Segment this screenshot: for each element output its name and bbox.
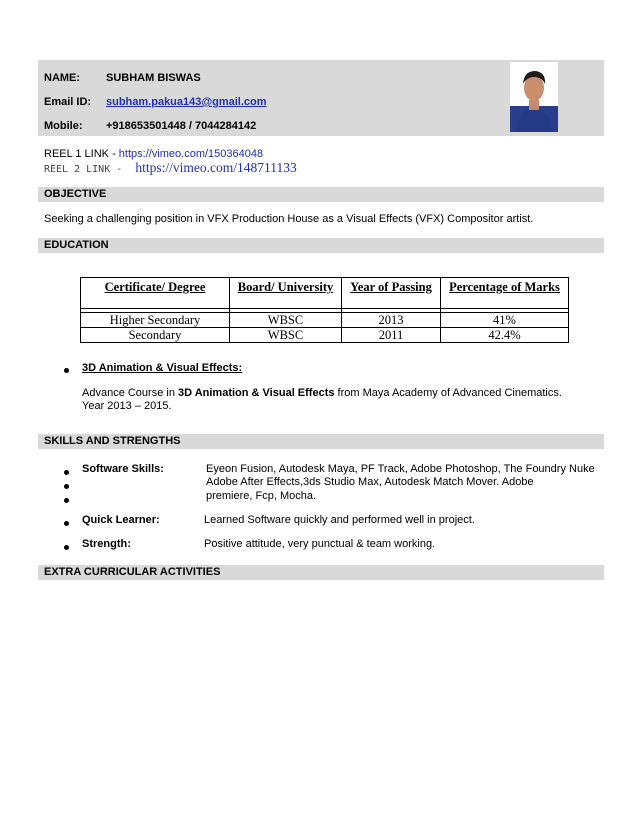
col-header-year: Year of Passing [342, 278, 441, 309]
name-row [44, 72, 201, 84]
course-line1-pre: Advance Course in [82, 387, 178, 399]
bullet-dot-icon [64, 368, 69, 373]
education-table [80, 277, 569, 343]
col-header-board: Board/ University [230, 278, 342, 309]
table-row [81, 313, 569, 328]
skill-bullet-4 [64, 517, 69, 529]
skill-bullet-2 [64, 480, 69, 492]
skill-bullet-1 [64, 466, 69, 478]
col-header-percentage: Percentage of Marks [441, 278, 569, 309]
name-label: NAME: [44, 72, 81, 84]
section-objective-title: OBJECTIVE [44, 188, 107, 200]
course-line1-post: from Maya Academy of Advanced Cinematics. [334, 387, 562, 399]
bullet-dot-icon [64, 521, 69, 526]
software-line1: Eyeon Fusion, Autodesk Maya, PF Track, Adobe Photoshop, The Foundry Nuke [206, 463, 595, 475]
reel1-link[interactable]: https://vimeo.com/150364048 [118, 148, 264, 160]
mobile-value: +918653501448 / 7044284142 [106, 120, 257, 132]
col-header-degree: Certificate/ Degree [81, 278, 230, 309]
section-skills [38, 434, 604, 449]
reel2-label: REEL 2 LINK - [44, 164, 123, 175]
course-line2: Year 2013 – 2015. [82, 400, 172, 412]
skill-bullet-3 [64, 494, 69, 506]
strength-label: Strength: [82, 538, 131, 550]
reel1-line [44, 148, 263, 160]
software-label: Software Skills: [82, 463, 164, 475]
cell-percentage: 42.4% [441, 328, 569, 343]
software-line2: Adobe After Effects,3ds Studio Max, Autodesk Match Mover. Adobe [206, 476, 534, 488]
profile-photo [510, 62, 558, 132]
cell-percentage: 41% [441, 313, 569, 328]
name-value: SUBHAM BISWAS [106, 72, 201, 84]
section-extra [38, 565, 604, 580]
course-line1 [82, 387, 562, 399]
strength-text: Positive attitude, very punctual & team working. [204, 538, 436, 550]
table-row [81, 328, 569, 343]
section-education-title: EDUCATION [44, 239, 109, 251]
cell-year: 2011 [342, 328, 441, 343]
course-bullet [64, 364, 69, 376]
email-link[interactable]: subham.pakua143@gmail.com [106, 96, 267, 108]
mobile-row [44, 120, 256, 132]
reel2-link[interactable]: https://vimeo.com/148711133 [135, 160, 297, 175]
cell-board: WBSC [230, 313, 342, 328]
bullet-dot-icon [64, 498, 69, 503]
mobile-label: Mobile: [44, 120, 83, 132]
bullet-dot-icon [64, 470, 69, 475]
cell-degree: Higher Secondary [81, 313, 230, 328]
reel2-line [44, 160, 297, 176]
cell-degree: Secondary [81, 328, 230, 343]
bullet-dot-icon [64, 545, 69, 550]
skill-bullet-5 [64, 541, 69, 553]
course-line1-bold: 3D Animation & Visual Effects [178, 387, 335, 399]
section-skills-title: SKILLS AND STRENGTHS [44, 435, 181, 447]
cell-year: 2013 [342, 313, 441, 328]
objective-text: Seeking a challenging position in VFX Production House as a Visual Effects (VFX) Compositor artist. [44, 213, 534, 225]
section-objective [38, 187, 604, 202]
learner-text: Learned Software quickly and performed well in project. [204, 514, 475, 526]
software-line3: premiere, Fcp, Mocha. [206, 490, 317, 502]
cell-board: WBSC [230, 328, 342, 343]
reel1-label: REEL 1 LINK - [44, 148, 119, 160]
section-education [38, 238, 604, 253]
section-extra-title: EXTRA CURRICULAR ACTIVITIES [44, 566, 221, 578]
email-row [44, 96, 267, 108]
learner-label: Quick Learner: [82, 514, 160, 526]
bullet-dot-icon [64, 484, 69, 489]
email-label: Email ID: [44, 96, 92, 108]
course-title: 3D Animation & Visual Effects: [82, 362, 243, 374]
